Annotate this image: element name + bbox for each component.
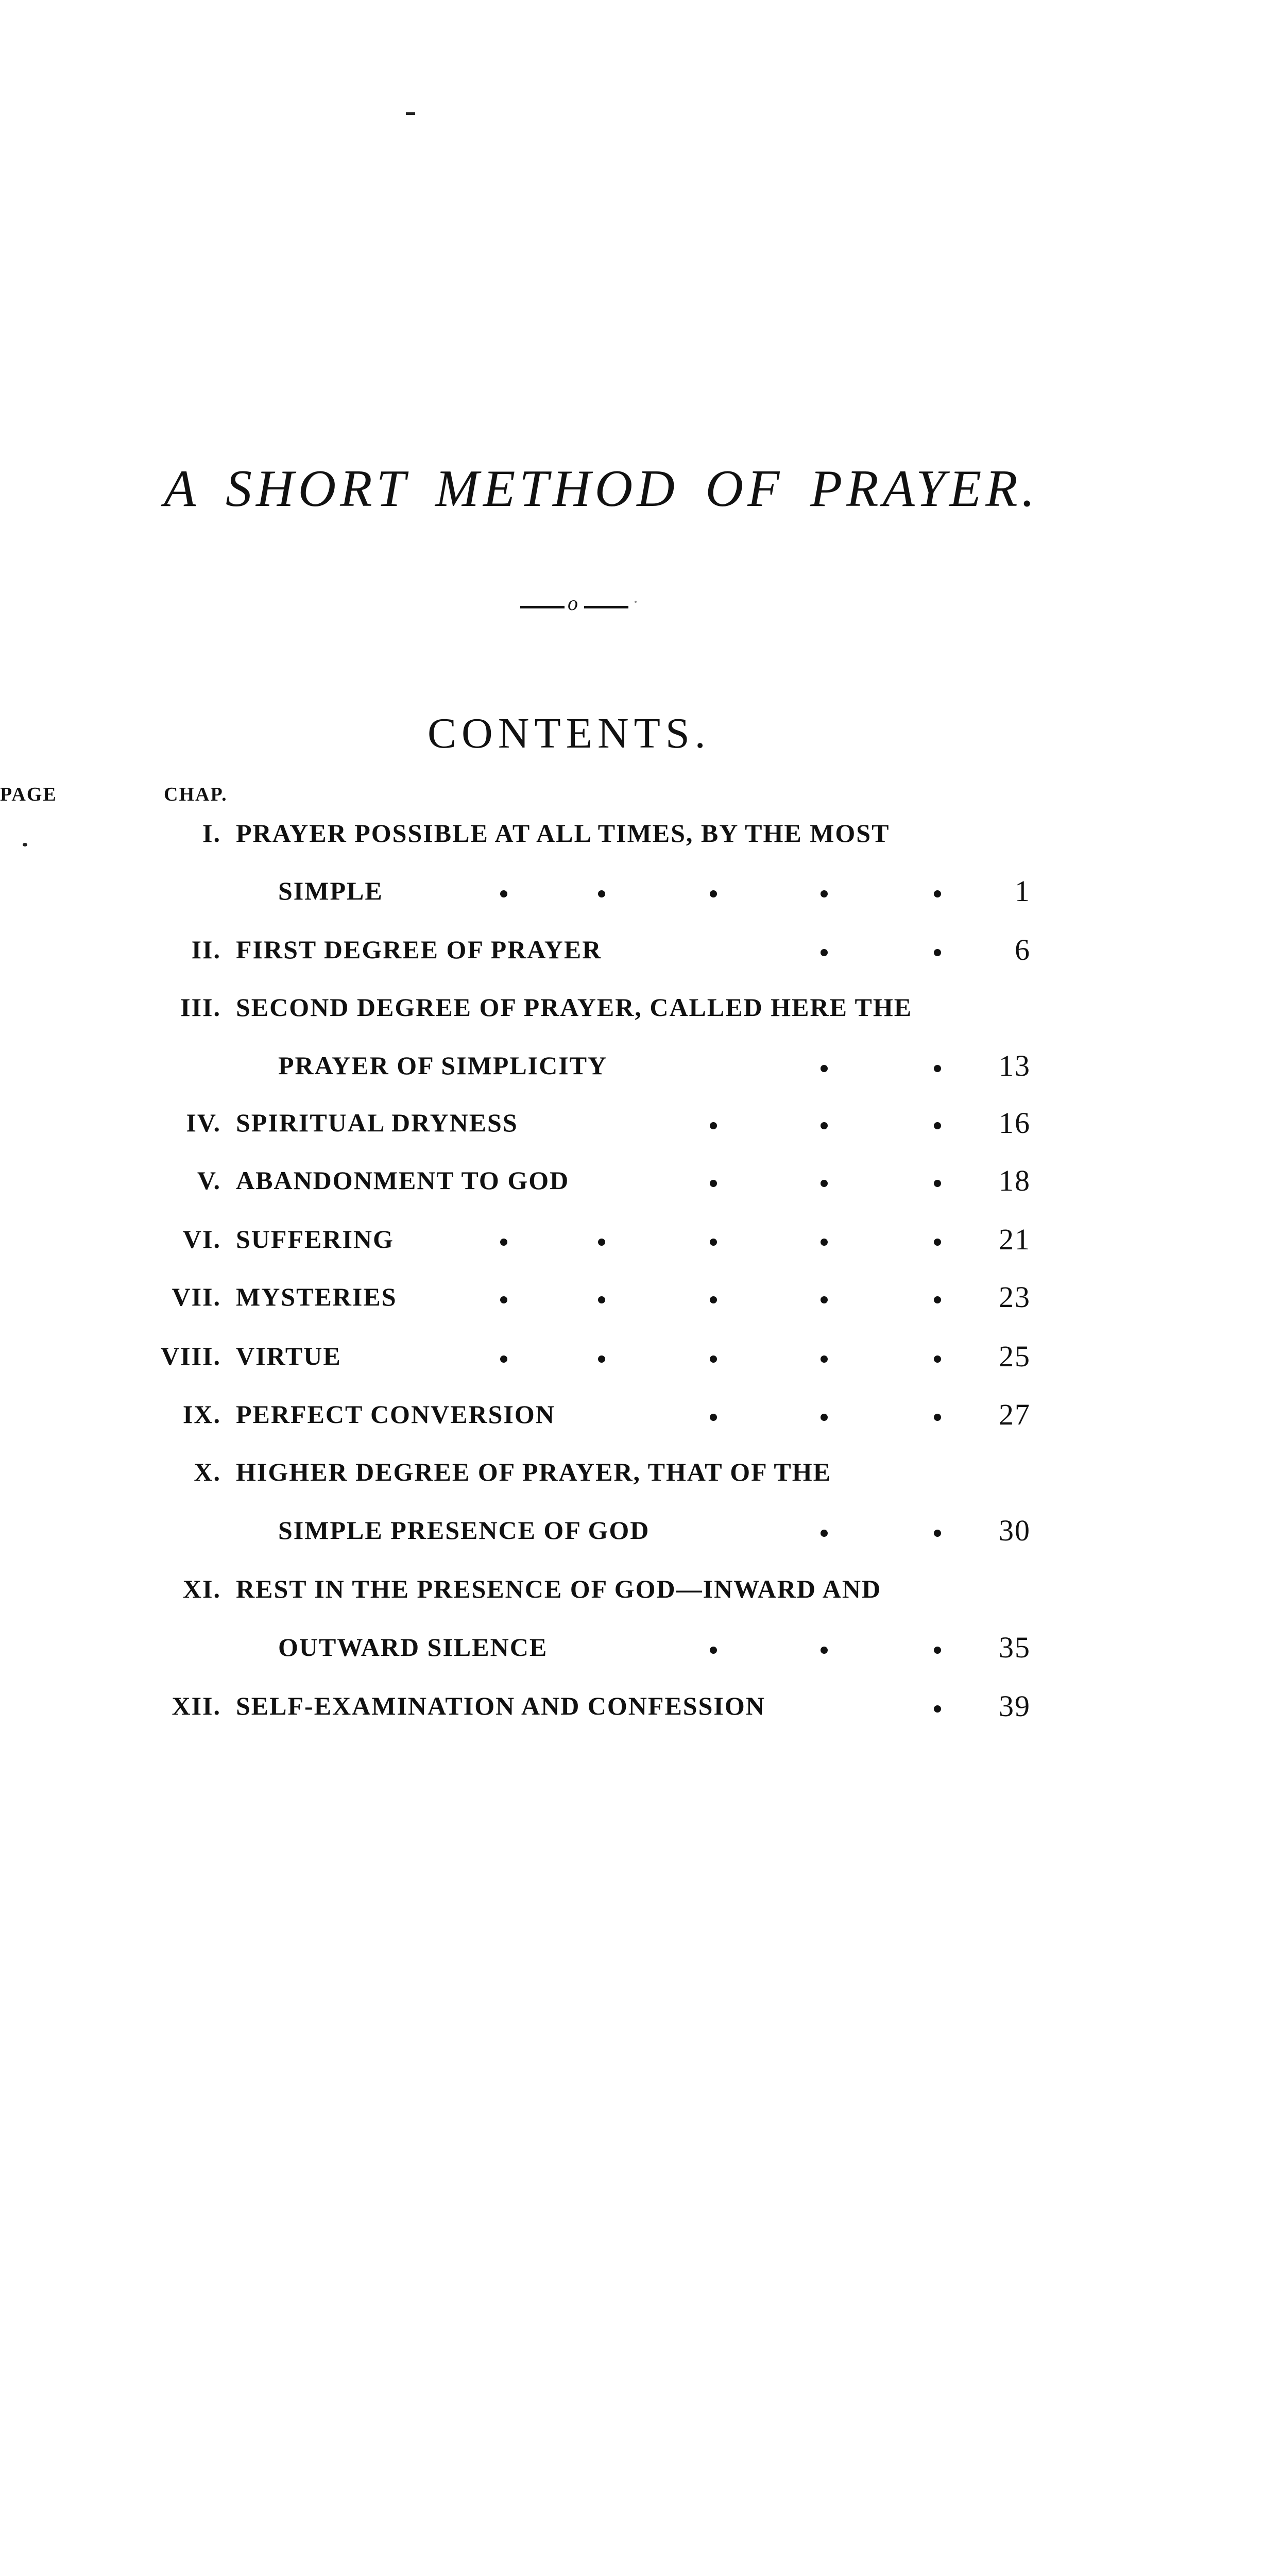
chapter-title: SIMPLE — [278, 876, 383, 905]
leader-dot — [934, 1530, 941, 1537]
leader-dot — [598, 890, 605, 897]
page-number: 30 — [999, 1514, 1031, 1547]
toc-line — [0, 1224, 1264, 1260]
ornament-rule-right — [584, 606, 628, 608]
chapter-number: II. — [191, 935, 221, 964]
leader-dot — [934, 1180, 941, 1187]
chapter-number: I. — [202, 819, 221, 848]
leader-dot — [710, 1414, 717, 1421]
leader-dot — [710, 1355, 717, 1363]
chapter-title: REST IN THE PRESENCE OF GOD—INWARD AND — [236, 1574, 882, 1603]
page-number: 1 — [1015, 874, 1031, 908]
chapter-number: III. — [180, 993, 221, 1022]
toc-line — [0, 1165, 1264, 1201]
chapter-number: X. — [194, 1458, 221, 1486]
page-number: 35 — [999, 1631, 1031, 1664]
toc-line — [0, 1515, 1264, 1551]
chapter-title: FIRST DEGREE OF PRAYER — [236, 935, 602, 964]
page-number: 23 — [999, 1280, 1031, 1314]
toc-line — [0, 935, 1264, 971]
leader-dot — [598, 1355, 605, 1363]
chapter-number: V. — [197, 1166, 221, 1195]
page-number: 18 — [999, 1164, 1031, 1197]
ornament-glyph: o — [568, 591, 578, 615]
page-number: 13 — [999, 1049, 1031, 1082]
toc-line — [0, 1050, 1264, 1087]
leader-dot — [598, 1296, 605, 1303]
toc-line — [0, 1108, 1264, 1144]
leader-dot — [821, 1296, 828, 1303]
leader-dot — [821, 1355, 828, 1363]
leader-dot — [821, 1647, 828, 1654]
column-header-page: PAGE — [0, 784, 57, 805]
leader-dot — [934, 1296, 941, 1303]
chapter-number: IX. — [182, 1400, 221, 1429]
leader-dot — [934, 1647, 941, 1654]
leader-dot — [821, 1530, 828, 1537]
leader-dot — [934, 1239, 941, 1246]
chapter-title: MYSTERIES — [236, 1282, 397, 1311]
page-number: 6 — [1015, 933, 1031, 967]
chapter-number: IV. — [186, 1108, 221, 1137]
leader-dot — [934, 890, 941, 897]
leader-dot — [500, 1296, 507, 1303]
leader-dot — [500, 1355, 507, 1363]
print-speck-ornament — [635, 601, 637, 603]
page-number: 27 — [999, 1398, 1031, 1431]
leader-dot — [500, 890, 507, 897]
toc-line — [0, 1341, 1264, 1377]
leader-dot — [710, 1239, 717, 1246]
chapter-title: ABANDONMENT TO GOD — [236, 1166, 570, 1195]
toc-line — [0, 992, 1264, 1028]
leader-dot — [710, 1180, 717, 1187]
chapter-title: PRAYER POSSIBLE AT ALL TIMES, BY THE MOST — [236, 819, 890, 848]
page-number: 21 — [999, 1223, 1031, 1256]
chapter-title: VIRTUE — [236, 1342, 341, 1370]
page-number: 39 — [999, 1689, 1031, 1723]
leader-dot — [710, 890, 717, 897]
chapter-number: XI. — [182, 1574, 221, 1603]
ornament-divider — [520, 591, 628, 616]
leader-dot — [934, 1355, 941, 1363]
leader-dot — [710, 1296, 717, 1303]
chapter-title: PERFECT CONVERSION — [236, 1400, 555, 1429]
leader-dot — [500, 1239, 507, 1246]
leader-dot — [598, 1239, 605, 1246]
column-header-chapter: CHAP. — [164, 784, 228, 805]
page-number: 25 — [999, 1340, 1031, 1373]
chapter-title: HIGHER DEGREE OF PRAYER, THAT OF THE — [236, 1458, 832, 1486]
leader-dot — [934, 1122, 941, 1129]
chapter-number: XII. — [172, 1691, 221, 1720]
print-speck-top — [406, 112, 415, 115]
toc-line — [0, 1282, 1264, 1318]
chapter-title: SUFFERING — [236, 1225, 394, 1253]
page-number: 16 — [999, 1106, 1031, 1140]
leader-dot — [821, 949, 828, 956]
toc-line — [0, 1399, 1264, 1435]
chapter-title: OUTWARD SILENCE — [278, 1633, 548, 1662]
contents-heading: CONTENTS. — [428, 709, 711, 757]
leader-dot — [710, 1647, 717, 1654]
book-title: A SHORT METHOD OF PRAYER. — [164, 460, 1039, 518]
toc-line — [0, 1691, 1264, 1727]
chapter-title: SELF-EXAMINATION AND CONFESSION — [236, 1691, 765, 1720]
chapter-number: VIII. — [161, 1342, 221, 1370]
leader-dot — [821, 1180, 828, 1187]
leader-dot — [821, 1122, 828, 1129]
chapter-title: PRAYER OF SIMPLICITY — [278, 1051, 608, 1080]
leader-dot — [934, 1065, 941, 1072]
leader-dot — [934, 1414, 941, 1421]
chapter-number: VII. — [172, 1282, 221, 1311]
leader-dot — [821, 1239, 828, 1246]
chapter-title: SPIRITUAL DRYNESS — [236, 1108, 518, 1137]
chapter-title: SIMPLE PRESENCE OF GOD — [278, 1516, 650, 1545]
toc-line — [0, 1457, 1264, 1493]
leader-dot — [934, 1705, 941, 1713]
toc-line — [0, 1574, 1264, 1610]
toc-line — [0, 1632, 1264, 1668]
chapter-title: SECOND DEGREE OF PRAYER, CALLED HERE THE — [236, 993, 913, 1022]
leader-dot — [821, 1414, 828, 1421]
leader-dot — [821, 1065, 828, 1072]
leader-dot — [710, 1122, 717, 1129]
toc-line — [0, 818, 1264, 854]
leader-dot — [821, 890, 828, 897]
chapter-number: VI. — [182, 1225, 221, 1253]
toc-line — [0, 876, 1264, 912]
leader-dot — [934, 949, 941, 956]
ornament-rule-left — [520, 606, 565, 608]
